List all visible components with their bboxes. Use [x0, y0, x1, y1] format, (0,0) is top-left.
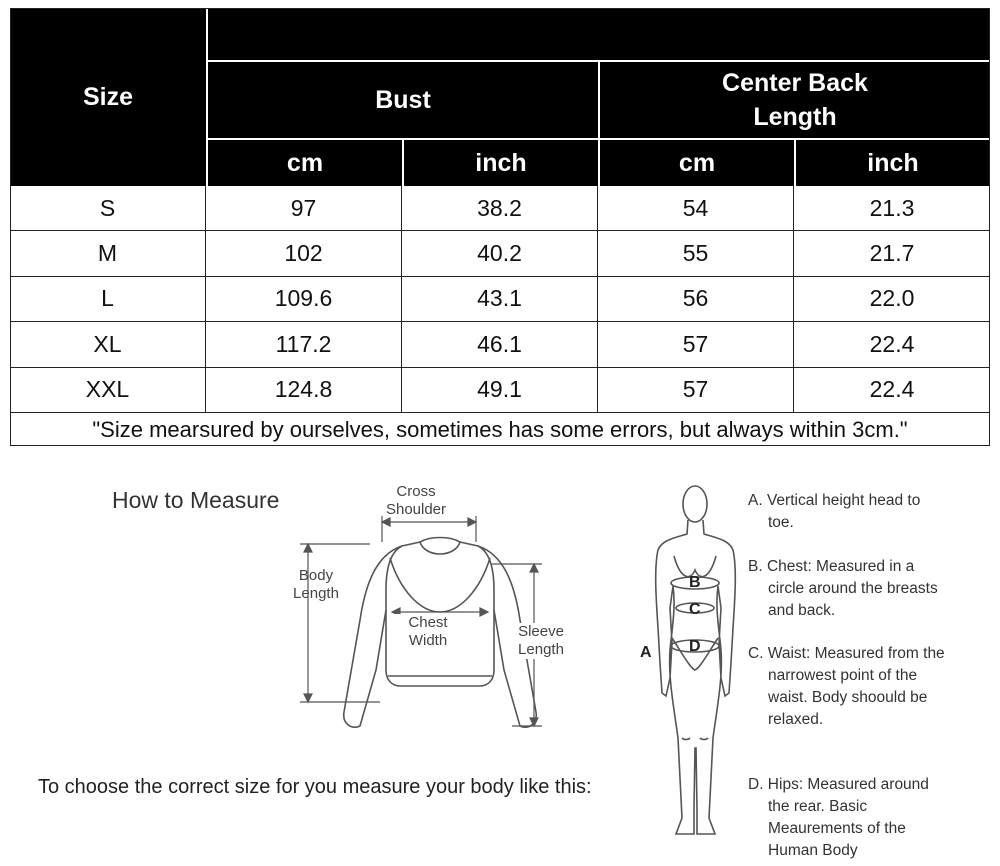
- header-divider: [402, 140, 404, 186]
- back-inch-cell: 22.0: [794, 277, 990, 322]
- human-body-figure: [640, 478, 740, 863]
- chest-width-label: Chest Width: [394, 614, 462, 650]
- size-chart-table: [10, 8, 990, 446]
- bust-inch-header: inch: [404, 140, 598, 186]
- back-cm-cell: 54: [598, 186, 794, 231]
- size-cell: S: [10, 186, 206, 231]
- bust-cm-cell: 117.2: [206, 322, 402, 367]
- header-divider: [598, 62, 600, 186]
- legend-b-chest: B. Chest: Measured in a circle around the breasts and back.: [748, 558, 938, 619]
- bust-cm-header: cm: [208, 140, 402, 186]
- size-cell: XXL: [10, 368, 206, 413]
- back-cm-cell: 55: [598, 231, 794, 276]
- bust-inch-cell: 49.1: [402, 368, 598, 413]
- size-cell: M: [10, 231, 206, 276]
- header-top-blank: [208, 8, 990, 60]
- body-length-label: Body Length: [293, 567, 339, 602]
- back-cm-header: cm: [600, 140, 794, 186]
- sweater-diagram: [280, 480, 600, 740]
- marker-a: A: [640, 644, 652, 661]
- back-cm-cell: 56: [598, 277, 794, 322]
- size-cell: XL: [10, 322, 206, 367]
- back-inch-header: inch: [796, 140, 990, 186]
- header-divider: [206, 8, 208, 186]
- marker-b: B: [689, 574, 701, 591]
- figure-head: [683, 486, 707, 522]
- size-column-header: Size: [10, 8, 206, 186]
- back-inch-cell: 21.3: [794, 186, 990, 231]
- bust-cm-cell: 97: [206, 186, 402, 231]
- size-cell: L: [10, 277, 206, 322]
- center-back-length-header: Center Back Length: [600, 62, 990, 138]
- back-cm-cell: 57: [598, 322, 794, 367]
- bust-inch-cell: 38.2: [402, 186, 598, 231]
- bust-inch-cell: 40.2: [402, 231, 598, 276]
- back-inch-cell: 22.4: [794, 368, 990, 413]
- bust-cm-cell: 124.8: [206, 368, 402, 413]
- back-inch-cell: 21.7: [794, 231, 990, 276]
- bust-cm-cell: 109.6: [206, 277, 402, 322]
- marker-c: C: [689, 601, 701, 618]
- choose-size-instruction: To choose the correct size for you measure your body like this:: [38, 776, 592, 798]
- cross-shoulder-label: Cross Shoulder: [385, 483, 447, 518]
- how-to-measure-title: How to Measure: [112, 487, 280, 513]
- legend-c-waist: C. Waist: Measured from the narrowest point of the waist. Body shoould be relaxed.: [748, 645, 945, 728]
- bust-inch-cell: 46.1: [402, 322, 598, 367]
- figure-body-outline: [656, 520, 736, 834]
- bust-group-header: Bust: [208, 62, 598, 138]
- marker-d: D: [689, 638, 701, 655]
- sleeve-length-label: Sleeve Length: [506, 623, 576, 659]
- legend-a-height: A. Vertical height head to toe.: [748, 492, 921, 531]
- back-inch-cell: 22.4: [794, 322, 990, 367]
- legend-d-hips: D. Hips: Measured around the rear. Basic Meaurements of the Human Body: [748, 776, 929, 859]
- header-divider: [794, 140, 796, 186]
- sweater-neckline: [420, 542, 460, 554]
- bust-inch-cell: 43.1: [402, 277, 598, 322]
- back-cm-cell: 57: [598, 368, 794, 413]
- measurement-note: "Size mearsured by ourselves, sometimes has some errors, but always within 3cm.": [92, 416, 908, 442]
- bust-cm-cell: 102: [206, 231, 402, 276]
